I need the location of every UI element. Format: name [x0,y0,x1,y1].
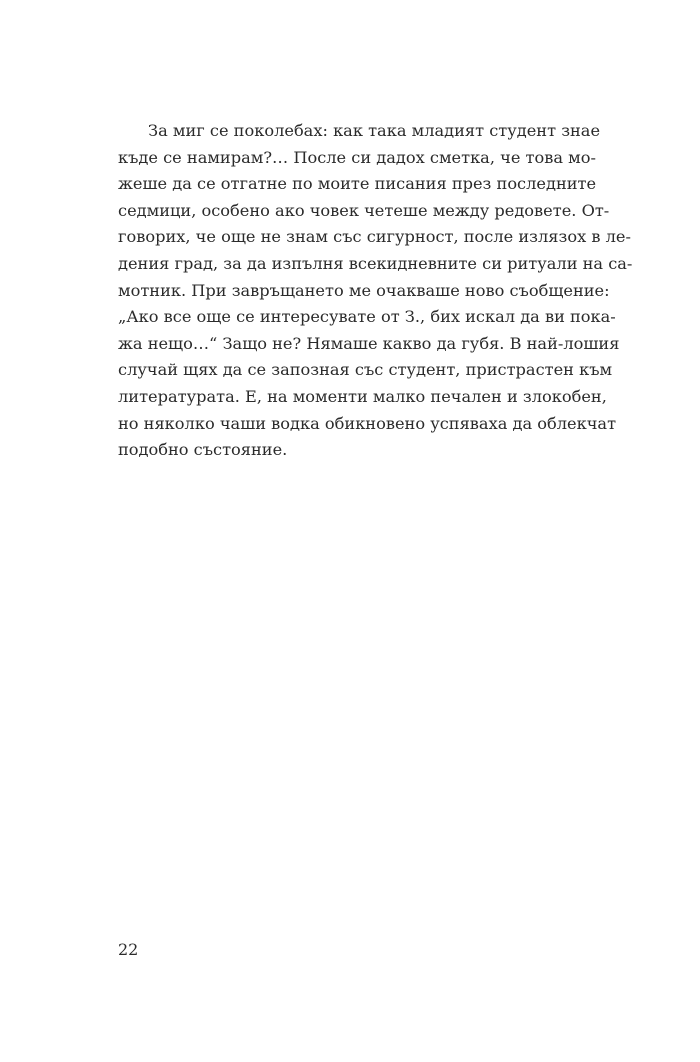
paragraph-line: За миг се поколебах: как така младият студент знае [148,121,601,140]
paragraph-line: „Ако все още се интересувате от З., бих искал да ви пока- [118,307,616,327]
paragraph-line: мотник. При завръщането ме очакваше ново съобщение: [118,280,610,300]
paragraph-line: литературата. Е, на моменти малко печален и злокобен, [118,386,607,406]
paragraph-line: но няколко чаши водка обикновено успяваха да облекчат [118,413,617,433]
paragraph-line: случай щях да се запозная със студент, пристрастен към [118,360,613,380]
paragraph-line: къде се намирам?… После си дадох сметка, че това мо- [118,147,596,167]
paragraph-line: дения град, за да изпълня всекидневните си ритуали на са- [118,253,633,273]
paragraph-line: подобно състояние. [118,440,288,460]
paragraph-line: жеше да се отгатне по моите писания през последните [118,174,597,194]
paragraph-line: говорих, че още не знам със сигурност, после излязох в ле- [118,227,631,247]
paragraph-line: жа нещо…“ Защо не? Нямаше какво да губя. В най-лошия [118,333,620,353]
page-number: 22 [118,940,139,959]
body-paragraph [118,118,633,464]
paragraph-line: седмици, особено ако човек четеше между редовете. От- [118,200,610,220]
